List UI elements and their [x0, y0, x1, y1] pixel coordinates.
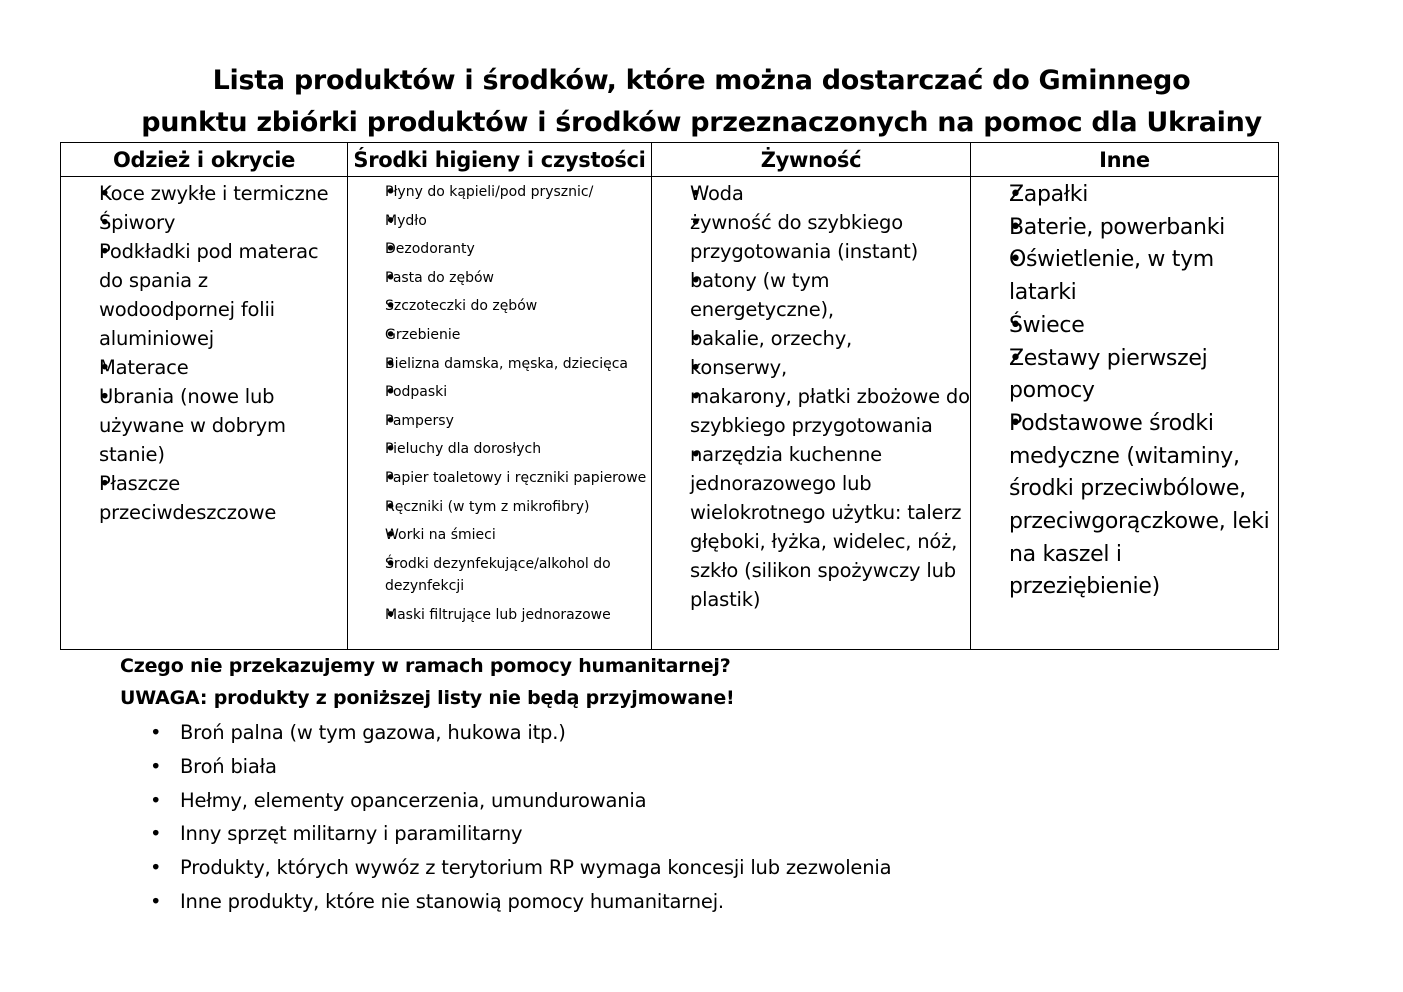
list-item: • Pieluchy dla dorosłych	[385, 438, 651, 461]
list-item: • Dezodoranty	[385, 238, 651, 261]
header-food: Żywność	[652, 143, 971, 177]
list-item: • Świece	[1009, 310, 1278, 343]
list-item: • konserwy,	[690, 353, 970, 382]
other-list	[971, 179, 1278, 604]
list-item: • Podstawowe środki medyczne (witaminy, środki przeciwbólowe, przeciwgorączkowe, leki na kaszel i przeziębienie)	[1009, 408, 1278, 604]
list-item: • Inny sprzęt militarny i paramilitarny	[180, 817, 891, 851]
list-item: • Broń palna (w tym gazowa, hukowa itp.)	[180, 716, 891, 750]
list-item: • Hełmy, elementy opancerzenia, umundurowania	[180, 784, 891, 818]
list-item: • Inne produkty, które nie stanowią pomocy humanitarnej.	[180, 885, 891, 919]
food-list	[652, 179, 970, 614]
list-item: • Zapałki	[1009, 179, 1278, 212]
list-item: • Baterie, powerbanki	[1009, 212, 1278, 245]
list-item: • Produkty, których wywóz z terytorium RP wymaga koncesji lub zezwolenia	[180, 851, 891, 885]
list-item: • Podkładki pod materac do spania z wodoodpornej folii aluminiowej	[99, 237, 347, 353]
list-item: • Oświetlenie, w tym latarki	[1009, 244, 1278, 309]
notice-warning: UWAGA: produkty z poniższej listy nie będą przyjmowane!	[120, 687, 735, 709]
accepted-products-table	[60, 142, 1279, 650]
list-item: • bakalie, orzechy,	[690, 324, 970, 353]
list-item: • Szczoteczki do zębów	[385, 295, 651, 318]
header-other: Inne	[971, 143, 1279, 177]
list-item: • Bielizna damska, męska, dziecięca	[385, 353, 651, 376]
other-cell	[971, 177, 1279, 650]
title-line-1: Lista produktów i środków, które można dostarczać do Gminnego	[212, 65, 1191, 96]
list-item: • Grzebienie	[385, 324, 651, 347]
list-item: • Papier toaletowy i ręczniki papierowe	[385, 467, 651, 490]
list-item: • Zestawy pierwszej pomocy	[1009, 343, 1278, 408]
list-item: • Pampersy	[385, 410, 651, 433]
list-item: • Płaszcze przeciwdeszczowe	[99, 469, 347, 527]
list-item: • Pasta do zębów	[385, 267, 651, 290]
list-item: • Ubrania (nowe lub używane w dobrym stanie)	[99, 382, 347, 469]
clothing-cell	[61, 177, 348, 650]
title-line-2: punktu zbiórki produktów i środków przeznaczonych na pomoc dla Ukrainy	[141, 107, 1262, 138]
list-item: • Koce zwykłe i termiczne	[99, 179, 347, 208]
list-item: • Śpiwory	[99, 208, 347, 237]
clothing-list	[61, 179, 347, 527]
hygiene-list	[348, 181, 651, 627]
list-item: • Mydło	[385, 210, 651, 233]
list-item: • Środki dezynfekujące/alkohol do dezynfekcji	[385, 553, 651, 598]
list-item: • Worki na śmieci	[385, 524, 651, 547]
food-cell	[652, 177, 971, 650]
list-item: • narzędzia kuchenne jednorazowego lub wielokrotnego użytku: talerz głęboki, łyżka, widelec, nóż, szkło (silikon spożywczy lub plastik)	[690, 440, 970, 614]
list-item: • batony (w tym energetyczne),	[690, 266, 970, 324]
notice-block	[120, 650, 735, 714]
list-item: • makarony, płatki zbożowe do szybkiego przygotowania	[690, 382, 970, 440]
list-item: • żywność do szybkiego przygotowania (instant)	[690, 208, 970, 266]
list-item: • Płyny do kąpieli/pod prysznic/	[385, 181, 651, 204]
list-item: • Ręczniki (w tym z mikrofibry)	[385, 496, 651, 519]
header-hygiene: Środki higieny i czystości	[348, 143, 652, 177]
list-item: • Materace	[99, 353, 347, 382]
list-item: • Woda	[690, 179, 970, 208]
list-item: • Broń biała	[180, 750, 891, 784]
table-header-row	[61, 143, 1279, 177]
document-title	[0, 60, 1403, 144]
list-item: • Podpaski	[385, 381, 651, 404]
forbidden-items-list	[180, 716, 891, 919]
hygiene-cell	[348, 177, 652, 650]
list-item: • Maski filtrujące lub jednorazowe	[385, 604, 651, 627]
notice-question: Czego nie przekazujemy w ramach pomocy humanitarnej?	[120, 655, 731, 677]
table-row	[61, 177, 1279, 650]
header-clothing: Odzież i okrycie	[61, 143, 348, 177]
